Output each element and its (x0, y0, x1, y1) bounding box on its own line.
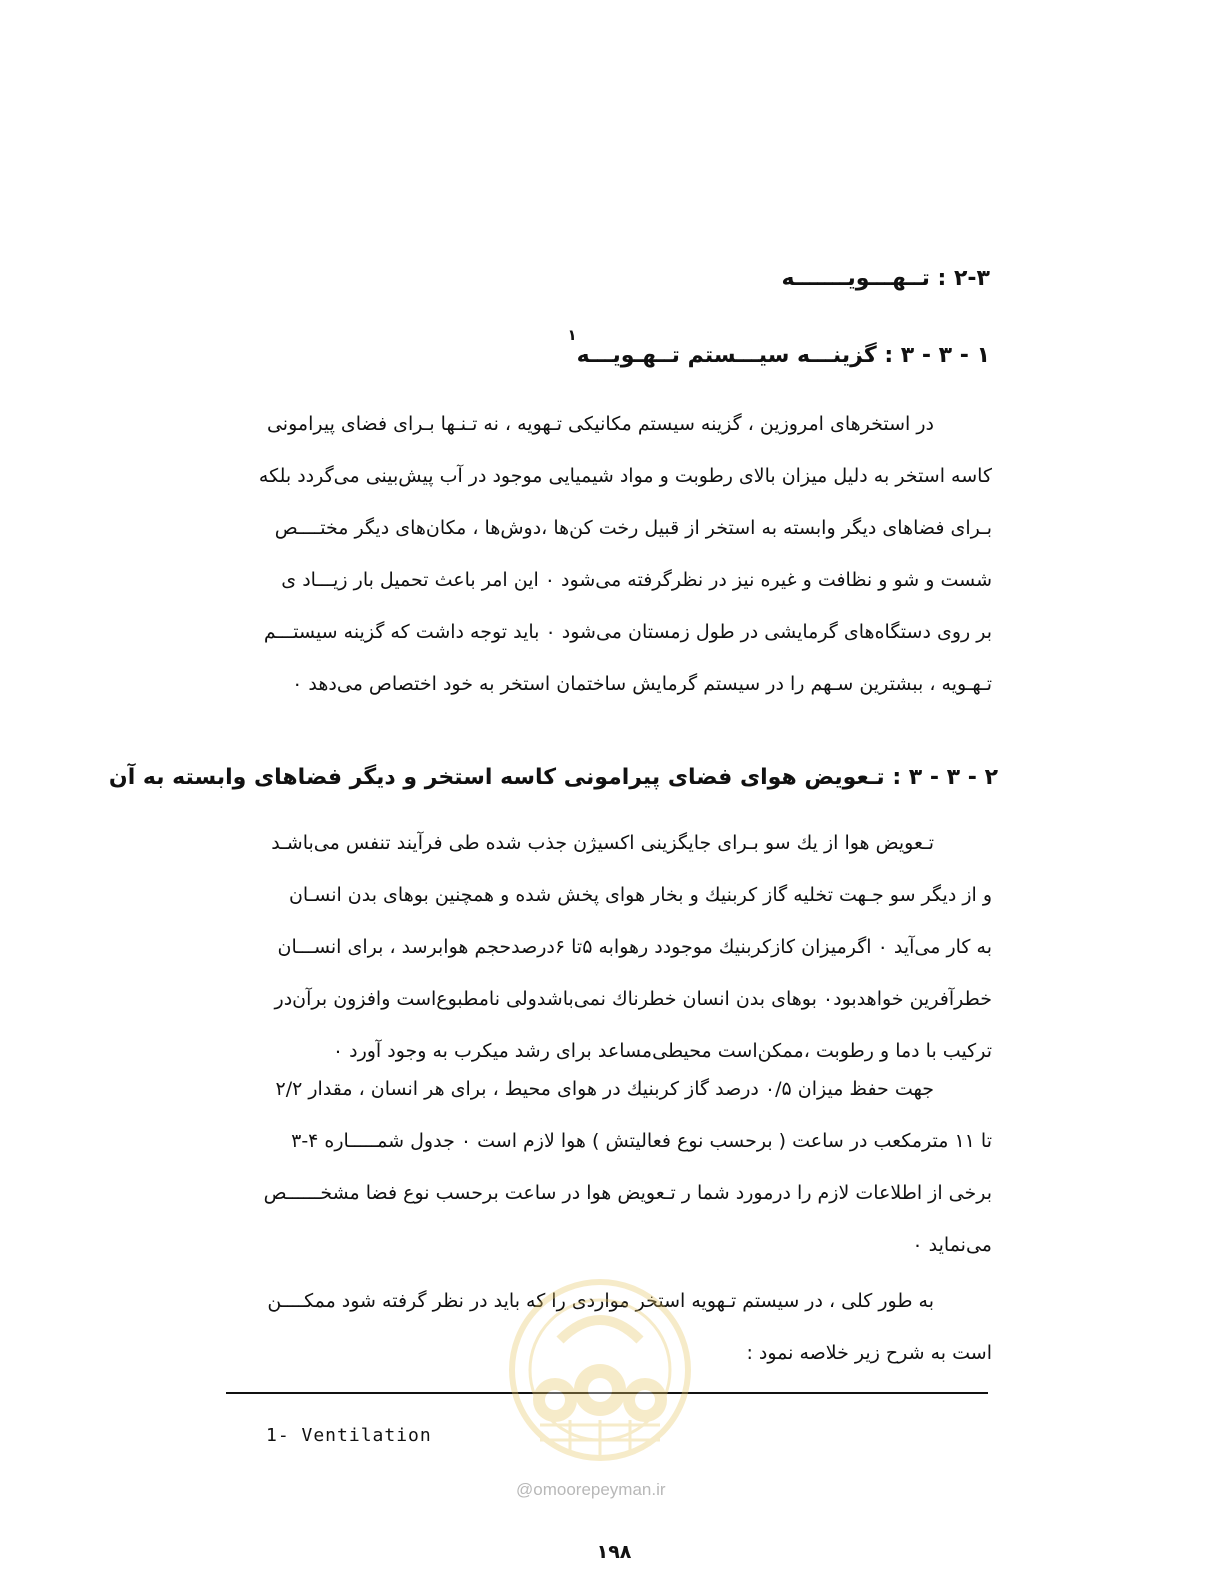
subsection-heading-1 (567, 326, 990, 368)
paragraph-line: شست و شو و نظافت و غیره نیز در نظرگرفته می‌شود ۰ این امر باعث تحمیل بار زیـــاد ی (281, 569, 992, 591)
paragraph-line: تـعویض هوا از یك سو بـرای جایگزینی اکسیژن جذب شده طی فرآیند تنفس می‌باشـد (271, 832, 934, 854)
paragraph-options (232, 398, 992, 710)
paragraph-line: است به شرح زیر خلاصه نمود : (746, 1342, 992, 1364)
paragraph-line: بـرای فضاهای دیگر وابسته به استخر از قبیل رخت کن‌ها ،دوش‌ها ، مکان‌های دیگر مختــــص (274, 517, 992, 539)
subsection-heading-2-text: ۲ - ۳ - ۳ : تـعویض هوای فضای پیرامونی کاسه استخر و دیگر فضاهای وابسته به آن (108, 765, 998, 790)
footnote-reference: ۱ (567, 326, 577, 344)
paragraph-co2 (232, 1063, 992, 1271)
page-number: ۱۹۸ (596, 1541, 632, 1563)
paragraph-line: به طور کلی ، در سیستم تـهویه استخر مواردی را که باید در نظر گرفته شود ممکــــن (267, 1290, 934, 1312)
paragraph-line: تـهـویه ، ببشترین سـهم را در سیستم گرمایش ساختمان استخر به خود اختصاص می‌دهد ۰ (292, 673, 992, 695)
paragraph-line: و از دیگر سو جـهت تخلیه گاز کربنیك و بخار هوای پخش شده و همچنین بوهای بدن انسـان (288, 884, 992, 906)
section-heading-text: ۲-۳ : تــهـــویـــــــه (781, 266, 990, 291)
paragraph-line: تا ۱۱ مترمکعب در ساعت ( برحسب نوع فعالیتش ) هوا لازم است ۰ جدول شمـــــاره ۴-۳ (291, 1130, 992, 1152)
paragraph-line: ترکیب با دما و رطوبت ،ممکن‌است محیطی‌مساعد برای رشد میکرب به وجود آورد ۰ (332, 1040, 992, 1062)
gear-seal-logo-icon (500, 1270, 700, 1470)
paragraph-line: خطرآفرین خواهدبود۰ بوهای بدن انسان خطرناك نمی‌باشدولی نامطبوع‌است وافزون برآن‌در (274, 988, 992, 1010)
subsection-heading-1-text: ۱ - ۳ - ۳ : گزینـــه سیـــستم تــهـویـــه (576, 343, 990, 368)
paragraph-line: جهت حفظ میزان ۰/۵ درصد گاز کربنیك در هوای محیط ، برای هر انسان ، مقدار ۲/۲ (275, 1078, 934, 1100)
paragraph-line: برخی از اطلاعات لازم را درمورد شما ر تـعویض هوا در ساعت برحسب نوع فضا مشخــــــص (263, 1182, 992, 1204)
paragraph-line: در استخرهای امروزین ، گزینه سیستم مکانیکی تـهویه ، نه تـنـها بـرای فضای پیرامونی (266, 413, 934, 435)
paragraph-line: کاسه استخر به دلیل میزان بالای رطوبت و مواد شیمیایی موجود در آب پیش‌بینی می‌گردد بلکه (258, 465, 992, 487)
section-heading (781, 266, 990, 291)
watermark-site: @omoorepeyman.ir (516, 1480, 666, 1499)
subsection-heading-2 (109, 765, 998, 790)
paragraph-air-exchange (232, 817, 992, 1077)
paragraph-line: بر روی دستگاه‌های گرمایشی در طول زمستان می‌شود ۰ باید توجه داشت که گزینه سیستـــم (263, 621, 992, 643)
footnote: 1- Ventilation (266, 1425, 432, 1446)
paragraph-line: به کار می‌آید ۰ اگرمیزان کازکربنیك موجودد رهوابه ۵تا ۶درصدحجم هوابرسد ، برای انســـان (277, 936, 992, 958)
paragraph-line: می‌نماید ۰ (912, 1234, 992, 1256)
